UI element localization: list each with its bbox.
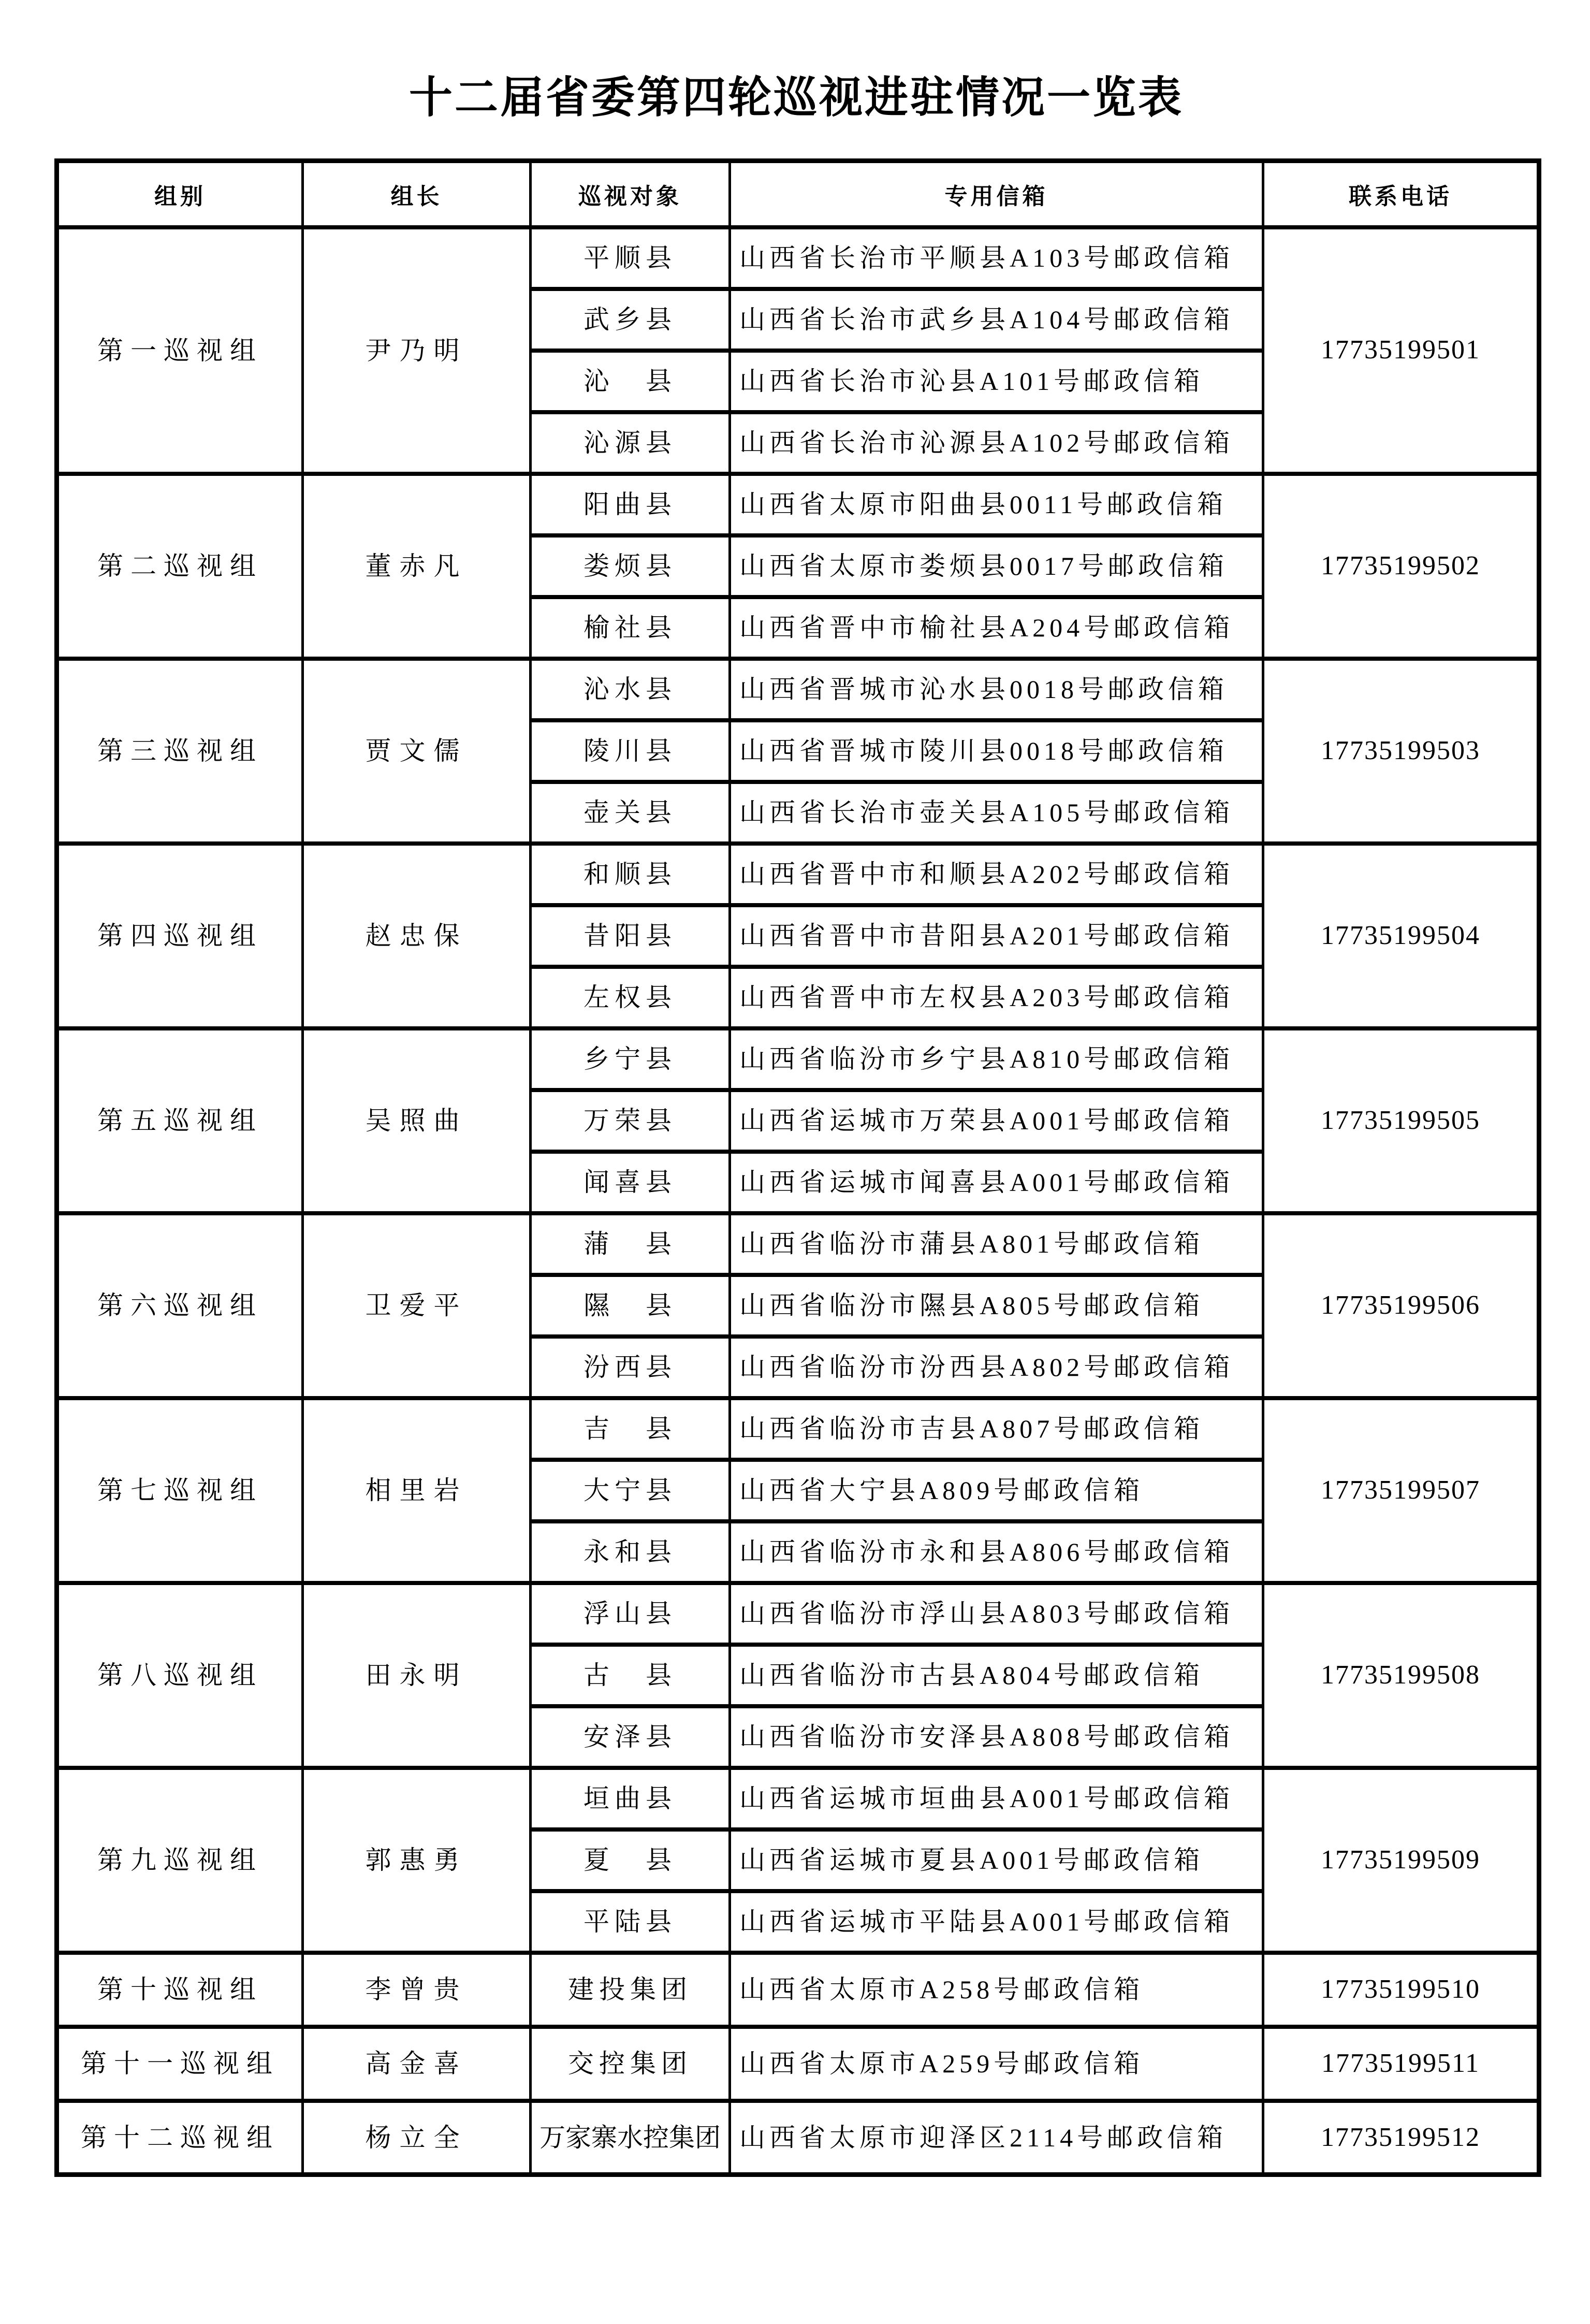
mailbox-cell: 山西省晋中市左权县A203号邮政信箱	[730, 967, 1263, 1028]
table-row	[57, 2101, 1539, 2175]
target-cell: 阳曲县	[531, 474, 730, 535]
mailbox-cell: 山西省太原市阳曲县0011号邮政信箱	[730, 474, 1263, 535]
group-cell: 第九巡视组	[57, 1768, 303, 1953]
phone-cell: 17735199507	[1263, 1398, 1539, 1583]
phone-cell: 17735199503	[1263, 659, 1539, 844]
mailbox-cell: 山西省太原市A258号邮政信箱	[730, 1953, 1263, 2027]
target-cell: 乡宁县	[531, 1028, 730, 1090]
group-cell: 第十二巡视组	[57, 2101, 303, 2175]
inspection-table	[54, 158, 1541, 2177]
mailbox-cell: 山西省太原市A259号邮政信箱	[730, 2027, 1263, 2101]
mailbox-cell: 山西省运城市万荣县A001号邮政信箱	[730, 1090, 1263, 1152]
target-cell: 浮山县	[531, 1583, 730, 1645]
target-cell: 蒲 县	[531, 1213, 730, 1275]
group-cell: 第一巡视组	[57, 227, 303, 474]
target-cell: 沁水县	[531, 659, 730, 720]
phone-cell: 17735199504	[1263, 844, 1539, 1028]
leader-cell: 郭惠勇	[303, 1768, 531, 1953]
mailbox-cell: 山西省临汾市汾西县A802号邮政信箱	[730, 1337, 1263, 1398]
target-cell: 交控集团	[531, 2027, 730, 2101]
target-cell: 万家寨水控集团	[531, 2101, 730, 2175]
mailbox-cell: 山西省太原市娄烦县0017号邮政信箱	[730, 535, 1263, 597]
target-cell: 榆社县	[531, 597, 730, 659]
mailbox-cell: 山西省临汾市永和县A806号邮政信箱	[730, 1521, 1263, 1583]
mailbox-cell: 山西省长治市壶关县A105号邮政信箱	[730, 782, 1263, 844]
target-cell: 昔阳县	[531, 905, 730, 967]
table-row	[57, 474, 1539, 535]
mailbox-cell: 山西省长治市沁县A101号邮政信箱	[730, 351, 1263, 412]
mailbox-cell: 山西省晋中市榆社县A204号邮政信箱	[730, 597, 1263, 659]
leader-cell: 高金喜	[303, 2027, 531, 2101]
target-cell: 永和县	[531, 1521, 730, 1583]
mailbox-cell: 山西省太原市迎泽区2114号邮政信箱	[730, 2101, 1263, 2175]
group-cell: 第三巡视组	[57, 659, 303, 844]
target-cell: 闻喜县	[531, 1152, 730, 1213]
target-cell: 沁源县	[531, 412, 730, 474]
table-row	[57, 227, 1539, 289]
phone-cell: 17735199508	[1263, 1583, 1539, 1768]
mailbox-cell: 山西省临汾市古县A804号邮政信箱	[730, 1645, 1263, 1706]
target-cell: 娄烦县	[531, 535, 730, 597]
leader-cell: 董赤凡	[303, 474, 531, 659]
table-row	[57, 1213, 1539, 1275]
mailbox-cell: 山西省临汾市安泽县A808号邮政信箱	[730, 1706, 1263, 1768]
phone-cell: 17735199501	[1263, 227, 1539, 474]
mailbox-cell: 山西省临汾市乡宁县A810号邮政信箱	[730, 1028, 1263, 1090]
group-cell: 第八巡视组	[57, 1583, 303, 1768]
target-cell: 壶关县	[531, 782, 730, 844]
target-cell: 平陆县	[531, 1891, 730, 1953]
leader-cell: 相里岩	[303, 1398, 531, 1583]
group-cell: 第七巡视组	[57, 1398, 303, 1583]
mailbox-cell: 山西省晋中市和顺县A202号邮政信箱	[730, 844, 1263, 905]
col-header-mailbox: 专用信箱	[730, 161, 1263, 227]
mailbox-cell: 山西省运城市垣曲县A001号邮政信箱	[730, 1768, 1263, 1829]
mailbox-cell: 山西省晋中市昔阳县A201号邮政信箱	[730, 905, 1263, 967]
mailbox-cell: 山西省晋城市陵川县0018号邮政信箱	[730, 720, 1263, 782]
target-cell: 陵川县	[531, 720, 730, 782]
phone-cell: 17735199505	[1263, 1028, 1539, 1213]
leader-cell: 杨立全	[303, 2101, 531, 2175]
header-row	[57, 161, 1539, 227]
target-cell: 古 县	[531, 1645, 730, 1706]
target-cell: 沁 县	[531, 351, 730, 412]
group-cell: 第二巡视组	[57, 474, 303, 659]
mailbox-cell: 山西省临汾市隰县A805号邮政信箱	[730, 1275, 1263, 1337]
col-header-phone: 联系电话	[1263, 161, 1539, 227]
target-cell: 大宁县	[531, 1460, 730, 1521]
phone-cell: 17735199511	[1263, 2027, 1539, 2101]
target-cell: 安泽县	[531, 1706, 730, 1768]
target-cell: 吉 县	[531, 1398, 730, 1460]
group-cell: 第五巡视组	[57, 1028, 303, 1213]
group-cell: 第十一巡视组	[57, 2027, 303, 2101]
table-row	[57, 1583, 1539, 1645]
phone-cell: 17735199512	[1263, 2101, 1539, 2175]
mailbox-cell: 山西省临汾市吉县A807号邮政信箱	[730, 1398, 1263, 1460]
table-row	[57, 844, 1539, 905]
target-cell: 左权县	[531, 967, 730, 1028]
mailbox-cell: 山西省长治市沁源县A102号邮政信箱	[730, 412, 1263, 474]
table-row	[57, 1953, 1539, 2027]
table-row	[57, 659, 1539, 720]
table-row	[57, 1028, 1539, 1090]
leader-cell: 贾文儒	[303, 659, 531, 844]
mailbox-cell: 山西省大宁县A809号邮政信箱	[730, 1460, 1263, 1521]
phone-cell: 17735199510	[1263, 1953, 1539, 2027]
col-header-leader: 组长	[303, 161, 531, 227]
mailbox-cell: 山西省运城市夏县A001号邮政信箱	[730, 1829, 1263, 1891]
mailbox-cell: 山西省运城市平陆县A001号邮政信箱	[730, 1891, 1263, 1953]
mailbox-cell: 山西省长治市平顺县A103号邮政信箱	[730, 227, 1263, 289]
table-row	[57, 1398, 1539, 1460]
table-row	[57, 1768, 1539, 1829]
target-cell: 万荣县	[531, 1090, 730, 1152]
target-cell: 武乡县	[531, 289, 730, 351]
leader-cell: 卫爱平	[303, 1213, 531, 1398]
phone-cell: 17735199506	[1263, 1213, 1539, 1398]
col-header-group: 组别	[57, 161, 303, 227]
target-cell: 夏 县	[531, 1829, 730, 1891]
target-cell: 汾西县	[531, 1337, 730, 1398]
target-cell: 建投集团	[531, 1953, 730, 2027]
table-row	[57, 2027, 1539, 2101]
target-cell: 垣曲县	[531, 1768, 730, 1829]
target-cell: 平顺县	[531, 227, 730, 289]
leader-cell: 田永明	[303, 1583, 531, 1768]
group-cell: 第四巡视组	[57, 844, 303, 1028]
leader-cell: 赵忠保	[303, 844, 531, 1028]
target-cell: 隰 县	[531, 1275, 730, 1337]
phone-cell: 17735199509	[1263, 1768, 1539, 1953]
col-header-target: 巡视对象	[531, 161, 730, 227]
page-title: 十二届省委第四轮巡视进驻情况一览表	[409, 74, 1184, 122]
mailbox-cell: 山西省长治市武乡县A104号邮政信箱	[730, 289, 1263, 351]
leader-cell: 尹乃明	[303, 227, 531, 474]
target-cell: 和顺县	[531, 844, 730, 905]
mailbox-cell: 山西省晋城市沁水县0018号邮政信箱	[730, 659, 1263, 720]
leader-cell: 李曾贵	[303, 1953, 531, 2027]
mailbox-cell: 山西省临汾市蒲县A801号邮政信箱	[730, 1213, 1263, 1275]
group-cell: 第六巡视组	[57, 1213, 303, 1398]
mailbox-cell: 山西省临汾市浮山县A803号邮政信箱	[730, 1583, 1263, 1645]
mailbox-cell: 山西省运城市闻喜县A001号邮政信箱	[730, 1152, 1263, 1213]
group-cell: 第十巡视组	[57, 1953, 303, 2027]
phone-cell: 17735199502	[1263, 474, 1539, 659]
leader-cell: 吴照曲	[303, 1028, 531, 1213]
